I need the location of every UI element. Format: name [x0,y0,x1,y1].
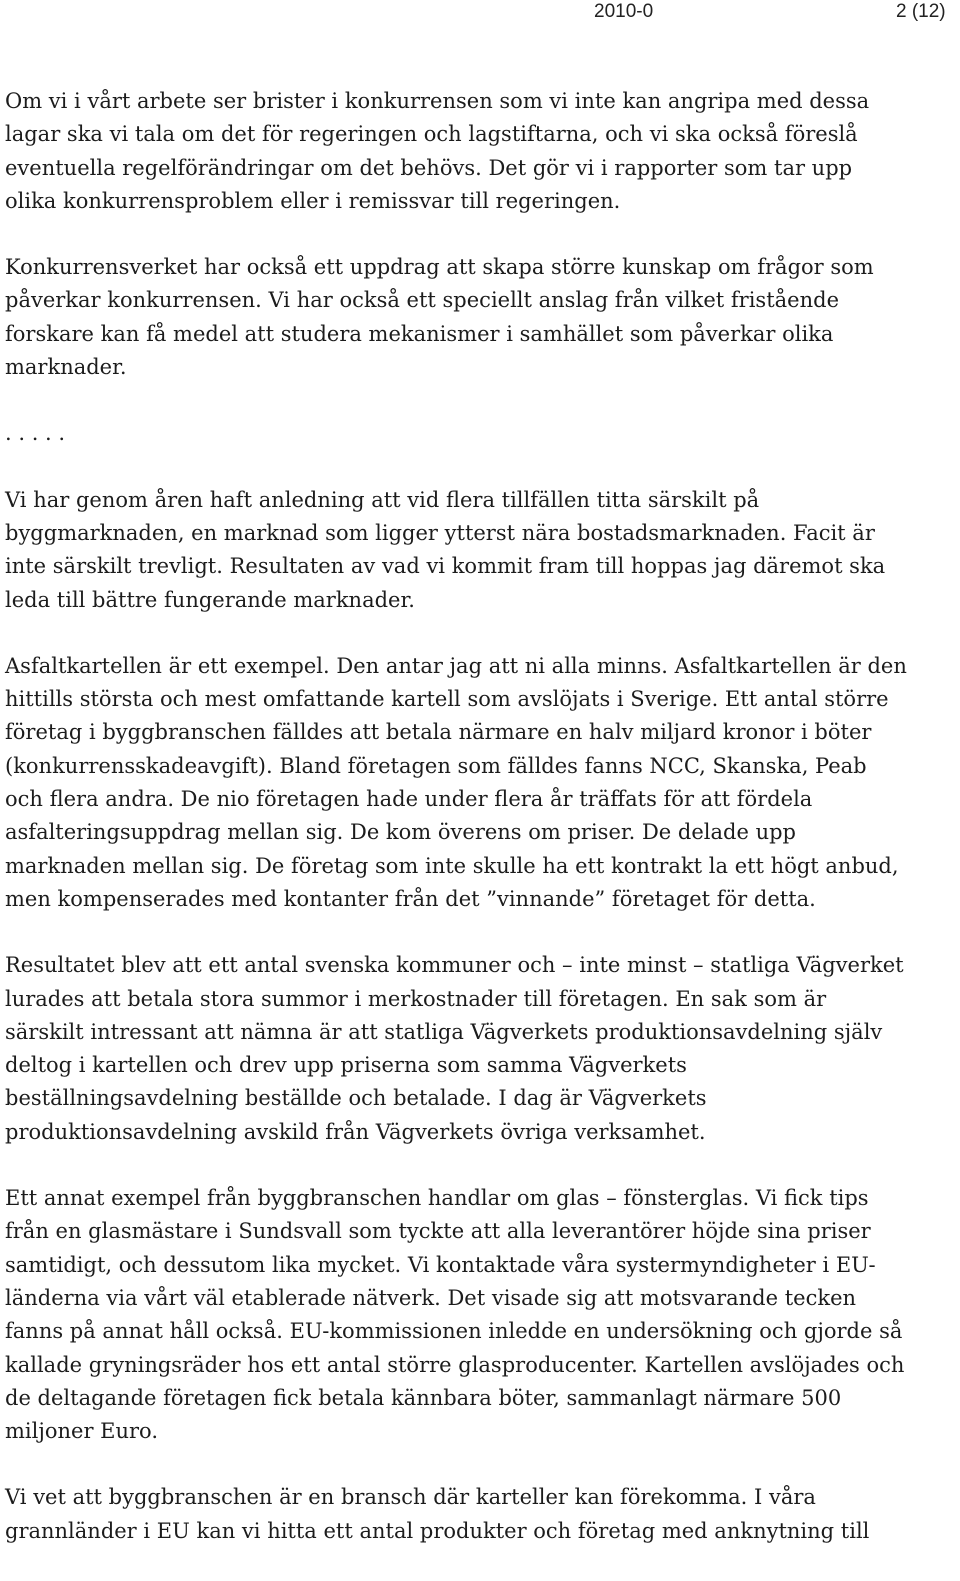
page-header [0,0,960,26]
paragraph-closing: Vi vet att byggbranschen är en bransch där karteller kan förekomma. I våra grannländer i EU kan vi hitta ett antal produkter och företag med anknytning till [5,1485,870,1543]
page-number: 2 (12) [896,1,946,22]
paragraph-vagverket: Resultatet blev att ett antal svenska kommuner och – inte minst – statliga Vägverket lurades att betala stora summor i merkostnader till företagen. En sak som är särskilt intressant att nämna är att statliga Vägverkets produktionsavdelning själv deltog i kartellen och drev upp priserna som samma Vägverkets beställningsavdelning beställde och betalade. I dag är Vägverkets produktionsavdelning avskild från Vägverkets övriga verksamhet. [5,953,904,1144]
paragraph-knowledge: Konkurrensverket har också ett uppdrag att skapa större kunskap om frågor som påverkar konkurrensen. Vi har också ett speciellt anslag från vilket fristående forskare kan få medel att studera mekanismer i samhället som påverkar olika marknader. [5,255,874,380]
document-body [5,85,910,1581]
header-date: 2010-0 [594,1,654,22]
paragraph-ellipsis: . . . . . [5,421,66,446]
paragraph-building-market: Vi har genom åren haft anledning att vid flera tillfällen titta särskilt på byggmarknaden, en marknad som ligger ytterst nära bostadsmarknaden. Facit är inte särskilt trevligt. Resultaten av vad vi kommit fram till hoppas jag däremot ska leda till bättre fungerande marknader. [5,487,886,612]
paragraph-intro: Om vi i vårt arbete ser brister i konkurrensen som vi inte kan angripa med dessa lagar ska vi tala om det för regeringen och lagstiftarna, och vi ska också föreslå eventuella regelförändringar om det behövs. Det gör vi i rapporter som tar upp olika konkurrensproblem eller i remissvar till regeringen. [5,89,870,213]
paragraph-glass-cartel: Ett annat exempel från byggbranschen handlar om glas – fönsterglas. Vi fick tips från en glasmästare i Sundsvall som tyckte att alla leverantörer höjde sina priser samtidigt, och dessutom lika mycket. Vi kontaktade våra systermyndigheter i EU-länderna via vårt väl etablerade nätverk. Det visade sig att motsvarande tecken fanns på annat håll också. EU-kommissionen inledde en undersökning och gjorde så kallade gryningsräder hos ett antal större glasproducenter. Kartellen avslöjades och de deltagande företagen fick betala kännbara böter, sammanlagt närmare 500 miljoner Euro. [5,1186,905,1444]
paragraph-asphalt-cartel: Asfaltkartellen är ett exempel. Den antar jag att ni alla minns. Asfaltkartellen är den hittills största och mest omfattande kartell som avslöjats i Sverige. Ett antal större företag i byggbranschen fälldes att betala närmare en halv miljard kronor i böter (konkurrensskadeavgift). Bland företagen som fälldes fanns NCC, Skanska, Peab och flera andra. De nio företagen hade under flera år träffats för att fördela asfalteringsuppdrag mellan sig. De kom överens om priser. De delade upp marknaden mellan sig. De företag som inte skulle ha ett kontrakt la ett högt anbud, men kompenserades med kontanter från det ”vinnande” företaget för detta. [5,653,907,911]
